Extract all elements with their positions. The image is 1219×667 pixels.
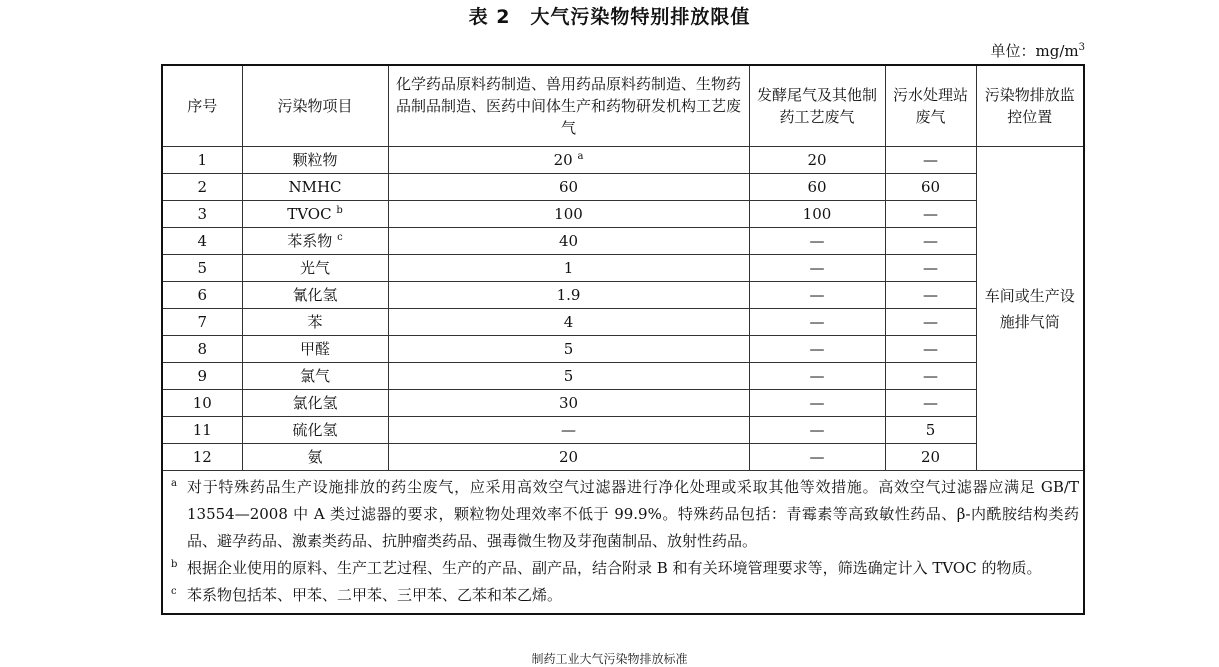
- cell-limit-col2-text: —: [809, 259, 825, 277]
- table-row: [162, 255, 1084, 282]
- cell-limit-col1: [388, 336, 749, 363]
- cell-item: [242, 282, 388, 309]
- cell-item-text: 苯: [307, 313, 323, 331]
- cell-limit-col3: [885, 228, 976, 255]
- footnote-mark: c: [171, 586, 177, 597]
- footnote-text: 根据企业使用的原料、生产工艺过程、生产的产品、副产品，结合附录 B 和有关环境管理要求等，筛选确定计入 TVOC 的物质。: [187, 559, 1042, 577]
- cell-limit-col2: [749, 363, 885, 390]
- cell-limit-col1: [388, 444, 749, 471]
- cell-limit-col2-text: —: [809, 286, 825, 304]
- cell-seq-text: 7: [197, 313, 208, 331]
- cell-limit-col1: [388, 147, 749, 174]
- cell-seq: [162, 309, 242, 336]
- cell-seq: [162, 255, 242, 282]
- table-row: [162, 363, 1084, 390]
- cell-item-text: 氯气: [299, 367, 330, 385]
- notes-cell: [162, 471, 1084, 615]
- footnote-mark: a: [171, 478, 177, 489]
- cell-seq-text: 2: [197, 178, 208, 196]
- cell-limit-col2-text: 60: [807, 178, 827, 196]
- cell-limit-col1: [388, 228, 749, 255]
- cell-item: [242, 255, 388, 282]
- unit-label: [991, 40, 1085, 61]
- cell-limit-col3: [885, 201, 976, 228]
- cell-seq: [162, 336, 242, 363]
- footnote-mark: b: [171, 559, 178, 570]
- cell-seq-text: 3: [197, 205, 208, 223]
- cell-limit-col3: [885, 174, 976, 201]
- cell-limit-col1-text: 60: [558, 178, 579, 196]
- cell-limit-col1-text: 20: [558, 448, 579, 466]
- cell-item-text: 硫化氢: [292, 421, 338, 439]
- cell-limit-col2: [749, 336, 885, 363]
- cell-seq-text: 1: [197, 151, 208, 169]
- table-title: 表 2 大气污染物特别排放限值: [468, 6, 751, 28]
- cell-limit-col1: [388, 309, 749, 336]
- cell-seq-text: 6: [197, 286, 208, 304]
- footnote: [171, 474, 1079, 555]
- cell-limit-col2-text: 20: [807, 151, 827, 169]
- page-caption: 制药工业大气污染物排放标准: [531, 652, 688, 666]
- header-row: [162, 65, 1084, 147]
- cell-item: [242, 309, 388, 336]
- table-row: [162, 147, 1084, 174]
- table-row: [162, 201, 1084, 228]
- cell-limit-col1: [388, 201, 749, 228]
- cell-item: [242, 363, 388, 390]
- cell-limit-col1: [388, 417, 749, 444]
- cell-seq-text: 5: [197, 259, 208, 277]
- cell-limit-col2-text: —: [809, 340, 825, 358]
- cell-limit-col3-text: —: [923, 232, 938, 250]
- cell-item: [242, 390, 388, 417]
- unit-superscript: 3: [1078, 42, 1085, 53]
- table-row: [162, 336, 1084, 363]
- cell-limit-col3-text: 20: [920, 448, 941, 466]
- cell-seq: [162, 444, 242, 471]
- cell-limit-col2-text: —: [809, 448, 825, 466]
- cell-limit-col1-text: 40: [558, 232, 579, 250]
- cell-seq: [162, 417, 242, 444]
- cell-item-text: 颗粒物: [292, 151, 338, 169]
- cell-limit-col2-text: —: [809, 232, 825, 250]
- cell-seq: [162, 363, 242, 390]
- cell-item-text: 氨: [307, 448, 323, 466]
- cell-limit-col3: [885, 255, 976, 282]
- cell-limit-col1-text: 1.9: [556, 286, 581, 304]
- cell-limit-col3: [885, 282, 976, 309]
- cell-limit-col1-text: 1: [563, 259, 574, 277]
- cell-limit-col3-text: —: [923, 367, 938, 385]
- header-col4: 污染物排放监控位置: [976, 65, 1084, 147]
- emission-limits-table: [161, 64, 1085, 615]
- header-item: 污染物项目: [242, 65, 388, 147]
- cell-limit-col1-text: 20: [553, 151, 573, 169]
- cell-seq-text: 10: [192, 394, 212, 412]
- cell-limit-col2-text: —: [809, 313, 825, 331]
- cell-item: [242, 147, 388, 174]
- cell-limit-col3: [885, 390, 976, 417]
- notes-row: [162, 471, 1084, 615]
- cell-limit-col1: [388, 390, 749, 417]
- cell-limit-col2: [749, 390, 885, 417]
- cell-item: [242, 444, 388, 471]
- footnote: [171, 555, 1079, 582]
- cell-item: [242, 336, 388, 363]
- cell-limit-col2-text: —: [809, 367, 825, 385]
- header-col2: 发酵尾气及其他制药工艺废气: [749, 65, 885, 147]
- cell-item-text: 甲醛: [299, 340, 330, 358]
- cell-seq: [162, 282, 242, 309]
- header-col1: 化学药品原料药制造、兽用药品原料药制造、生物药品制品制造、医药中间体生产和药物研发机构工艺废气: [388, 65, 749, 147]
- cell-item: [242, 228, 388, 255]
- cell-limit-col1: [388, 255, 749, 282]
- footnote-text: 对于特殊药品生产设施排放的药尘废气，应采用高效空气过滤器进行净化处理或采取其他等效措施。高效空气过滤器应满足 GB/T 13554—2008 中 A 类过滤器的要求，颗粒物处理效率不低于 99.9%。特殊药品包括：青霉素等高致敏性药品、β-内酰胺结构类药品、避孕药品、激素类药品、抗肿瘤类药品、强毒微生物及芽孢菌制品、放射性药品。: [187, 478, 1079, 550]
- cell-item: [242, 417, 388, 444]
- table-row: [162, 309, 1084, 336]
- cell-limit-col2: [749, 201, 885, 228]
- cell-limit-col3: [885, 417, 976, 444]
- table-row: [162, 417, 1084, 444]
- table-row: [162, 390, 1084, 417]
- cell-seq-text: 12: [192, 448, 212, 466]
- cell-item-text: 氰化氢: [292, 286, 338, 304]
- cell-item-text: 氯化氢: [292, 394, 338, 412]
- cell-limit-col2: [749, 309, 885, 336]
- cell-seq-text: 4: [197, 232, 208, 250]
- cell-limit-col2: [749, 282, 885, 309]
- cell-seq: [162, 174, 242, 201]
- cell-limit-col2: [749, 255, 885, 282]
- cell-item-note-mark: b: [336, 205, 343, 216]
- monitor-location-text: 车间或生产设施排气筒: [984, 286, 1075, 331]
- cell-limit-col3-text: —: [923, 313, 938, 331]
- cell-item: [242, 201, 388, 228]
- cell-limit-col1: [388, 174, 749, 201]
- cell-limit-col1-note-mark: a: [577, 151, 584, 162]
- cell-limit-col2: [749, 417, 885, 444]
- cell-limit-col2: [749, 228, 885, 255]
- table-row: [162, 174, 1084, 201]
- cell-limit-col3-text: 5: [925, 421, 936, 439]
- cell-limit-col2-text: —: [809, 421, 825, 439]
- cell-limit-col2: [749, 147, 885, 174]
- cell-limit-col2: [749, 444, 885, 471]
- header-seq: 序号: [162, 65, 242, 147]
- cell-seq: [162, 147, 242, 174]
- cell-limit-col1-text: 5: [563, 340, 574, 358]
- cell-limit-col3-text: —: [923, 286, 938, 304]
- cell-seq: [162, 390, 242, 417]
- cell-limit-col1-text: —: [561, 421, 576, 439]
- cell-limit-col3-text: —: [923, 340, 938, 358]
- cell-limit-col3-text: —: [923, 394, 938, 412]
- cell-limit-col2-text: —: [809, 394, 825, 412]
- footnote: [171, 582, 1079, 609]
- cell-limit-col1-text: 30: [558, 394, 579, 412]
- cell-item-text: TVOC: [287, 205, 332, 223]
- footnote-text: 苯系物包括苯、甲苯、二甲苯、三甲苯、乙苯和苯乙烯。: [187, 586, 563, 604]
- cell-item-text: NMHC: [288, 178, 342, 196]
- cell-item: [242, 174, 388, 201]
- table-row: [162, 444, 1084, 471]
- cell-limit-col1-text: 4: [563, 313, 574, 331]
- cell-limit-col1: [388, 282, 749, 309]
- cell-seq: [162, 201, 242, 228]
- cell-item-text: 苯系物: [287, 232, 333, 250]
- unit-text: 单位：mg/m: [990, 42, 1079, 60]
- table-row: [162, 228, 1084, 255]
- cell-item-text: 光气: [299, 259, 330, 277]
- cell-limit-col3: [885, 336, 976, 363]
- cell-limit-col2: [749, 174, 885, 201]
- cell-limit-col3: [885, 147, 976, 174]
- cell-limit-col1-text: 100: [554, 205, 583, 223]
- cell-limit-col1-text: 5: [563, 367, 574, 385]
- cell-limit-col3-text: —: [923, 151, 938, 169]
- cell-item-note-mark: c: [337, 232, 343, 243]
- cell-monitor-location: [976, 147, 1084, 471]
- table-row: [162, 282, 1084, 309]
- header-col3: 污水处理站废气: [885, 65, 976, 147]
- cell-limit-col1: [388, 363, 749, 390]
- cell-limit-col3-text: 60: [920, 178, 941, 196]
- cell-limit-col3-text: —: [923, 259, 938, 277]
- cell-limit-col3: [885, 309, 976, 336]
- cell-seq-text: 11: [192, 421, 212, 439]
- cell-limit-col2-text: 100: [802, 205, 832, 223]
- cell-limit-col3-text: —: [923, 205, 938, 223]
- cell-limit-col3: [885, 444, 976, 471]
- cell-seq-text: 9: [197, 367, 208, 385]
- cell-seq: [162, 228, 242, 255]
- cell-limit-col3: [885, 363, 976, 390]
- cell-seq-text: 8: [197, 340, 208, 358]
